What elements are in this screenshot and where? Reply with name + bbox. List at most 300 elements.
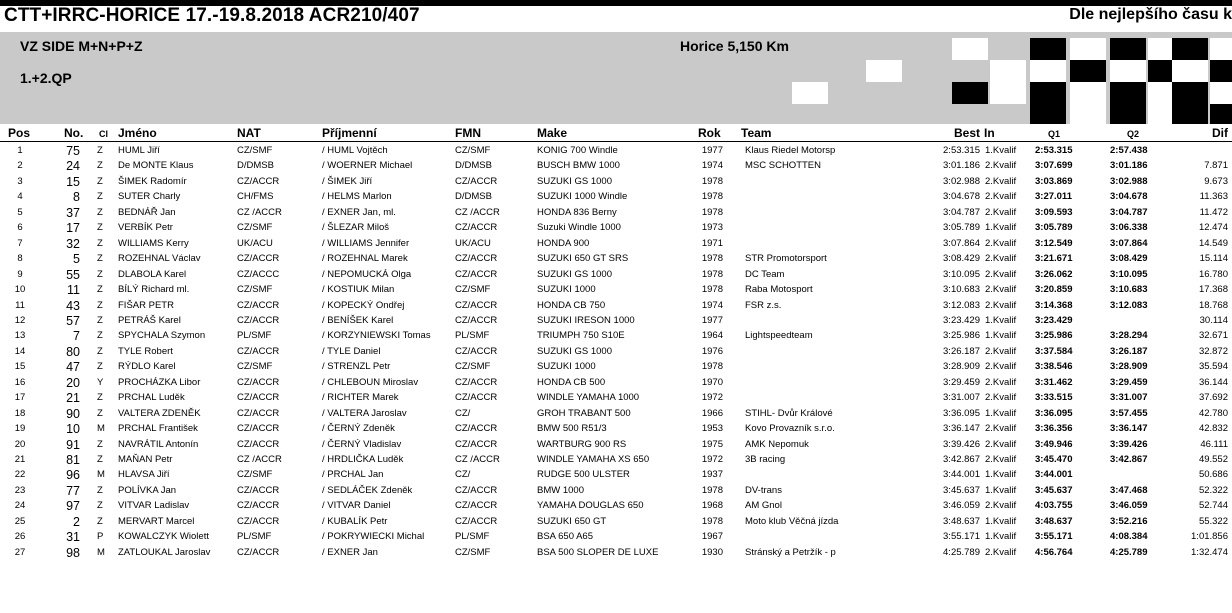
table-row [0, 422, 1232, 437]
cell-q1: 2:53.315 [1035, 145, 1073, 156]
session-name: 1.+2.QP [20, 70, 72, 86]
cell-make: SUZUKI GS 1000 [537, 175, 612, 187]
table-row [0, 438, 1232, 453]
flag-square [952, 82, 988, 104]
cell-rok: 1978 [701, 284, 723, 296]
cell-q1: 3:36.095 [1035, 407, 1073, 419]
cell-prijmeni: / EXNER Jan [322, 546, 378, 558]
flag-square [1110, 38, 1146, 60]
cell-best: 3:45.637 [943, 484, 980, 496]
cell-rok: 1973 [701, 222, 723, 234]
table-row [0, 546, 1232, 561]
col-no: No. [64, 126, 84, 140]
cell-nat: CZ/ACCR [237, 546, 280, 558]
cell-best: 3:12.083 [943, 299, 980, 311]
cell-dif: 32.671 [1198, 330, 1228, 342]
cell-best: 3:55.171 [943, 531, 980, 543]
cell-dif: 42.780 [1198, 407, 1228, 419]
cell-dif: 12.474 [1198, 222, 1228, 234]
cell-jmeno: MAŇAN Petr [118, 454, 173, 465]
cell-pos: 9 [17, 268, 23, 280]
cell-nat: CZ/ACCR [237, 438, 280, 450]
cell-best: 3:05.789 [943, 222, 980, 234]
flag-square [1030, 82, 1066, 104]
cell-fmn: CZ/SMF [455, 145, 491, 156]
cell-in: 2.Kvalif [985, 237, 1017, 249]
event-title: CTT+IRRC-HORICE 17.-19.8.2018 ACR210/407 [4, 5, 420, 26]
cell-make: RUDGE 500 ULSTER [537, 469, 630, 481]
col-cl: Cl [99, 129, 108, 139]
cell-make: SUZUKI GS 1000 [537, 268, 612, 280]
table-row [0, 329, 1232, 344]
cell-best: 3:36.147 [943, 423, 980, 435]
cell-no: 98 [66, 545, 80, 560]
cell-q1: 3:45.470 [1035, 454, 1073, 465]
table-row [0, 407, 1232, 422]
cell-team: Stránský a Petržík - p [745, 546, 836, 558]
cell-prijmeni: / CHLEBOUN Miroslav [322, 376, 419, 388]
cell-team: DV-trans [745, 484, 782, 496]
cell-fmn: CZ/ACCR [455, 253, 498, 265]
col-in: In [984, 126, 995, 140]
cell-q1: 3:03.869 [1035, 175, 1073, 187]
cell-nat: PL/SMF [237, 330, 272, 342]
cell-q1: 3:44.001 [1035, 469, 1073, 481]
table-row [0, 376, 1232, 391]
flag-square [1030, 38, 1066, 60]
cell-prijmeni: / VALTERA Jaroslav [322, 407, 407, 419]
cell-dif: 49.552 [1198, 454, 1228, 465]
cell-best: 3:28.909 [943, 361, 980, 373]
flag-square [1110, 82, 1146, 104]
cell-prijmeni: / VITVAR Daniel [322, 500, 391, 512]
cell-no: 15 [66, 174, 80, 189]
cell-jmeno: VITVAR Ladislav [118, 500, 190, 512]
cell-dif: 11.472 [1199, 206, 1228, 218]
cell-q1: 3:14.368 [1035, 299, 1073, 311]
cell-make: SUZUKI 1000 [537, 361, 596, 373]
cell-prijmeni: / TYLE Daniel [322, 345, 381, 357]
cell-q1: 3:26.062 [1035, 268, 1073, 280]
cell-cl: Z [97, 454, 103, 465]
cell-q2: 3:31.007 [1110, 392, 1148, 404]
cell-prijmeni: / SEDLÁČEK Zdeněk [322, 484, 413, 496]
cell-make: SUZUKI GS 1000 [537, 345, 612, 357]
table-row [0, 159, 1232, 174]
cell-in: 1.Kvalif [985, 484, 1017, 496]
cell-dif: 46.111 [1200, 438, 1228, 450]
cell-q2: 3:47.468 [1110, 484, 1148, 496]
cell-rok: 1978 [701, 268, 723, 280]
cell-make: WINDLE YAMAHA 1000 [537, 392, 640, 404]
cell-make: SUZUKI 650 GT SRS [537, 253, 629, 265]
cell-q1: 3:07.699 [1035, 160, 1073, 172]
cell-in: 1.Kvalif [985, 407, 1017, 419]
cell-make: SUZUKI 650 GT [537, 515, 607, 527]
cell-q2: 3:07.864 [1110, 237, 1148, 249]
cell-cl: Z [97, 268, 103, 280]
cell-pos: 25 [14, 515, 26, 527]
cell-cl: Z [97, 175, 103, 187]
cell-jmeno: RÝDLO Karel [118, 361, 176, 373]
cell-dif: 55.322 [1198, 515, 1228, 527]
table-row [0, 190, 1232, 205]
cell-team: Kovo Provazník s.r.o. [745, 423, 835, 435]
cell-rok: 1971 [701, 237, 723, 249]
cell-q1: 3:12.549 [1035, 237, 1073, 249]
cell-cl: Z [97, 484, 103, 496]
cell-dif: 36.144 [1198, 376, 1228, 388]
cell-no: 37 [66, 205, 80, 220]
cell-cl: Z [97, 284, 103, 296]
cell-nat: CZ/SMF [237, 222, 273, 234]
cell-no: 55 [66, 267, 80, 282]
cell-prijmeni: / KOSTIUK Milan [322, 284, 395, 296]
cell-dif: 35.594 [1198, 361, 1228, 373]
cell-no: 2 [73, 514, 80, 529]
cell-team: Lightspeedteam [745, 330, 813, 342]
cell-cl: Z [97, 253, 103, 265]
table-row [0, 360, 1232, 375]
cell-q2: 3:01.186 [1110, 160, 1148, 172]
cell-rok: 1975 [701, 438, 723, 450]
flag-square [1030, 60, 1066, 82]
cell-team: Raba Motosport [745, 284, 813, 296]
flag-square [1110, 104, 1146, 124]
cell-rok: 1978 [701, 361, 723, 373]
cell-prijmeni: / NEPOMUCKÁ Olga [322, 268, 412, 280]
cell-best: 3:48.637 [943, 515, 980, 527]
cell-rok: 1978 [701, 484, 723, 496]
cell-dif: 16.780 [1198, 268, 1228, 280]
cell-cl: P [97, 531, 104, 543]
cell-cl: Z [97, 500, 103, 512]
cell-in: 2.Kvalif [985, 423, 1017, 435]
cell-nat: CZ/SMF [237, 361, 273, 373]
cell-prijmeni: / EXNER Jan, ml. [322, 206, 396, 218]
cell-dif: 9.673 [1204, 175, 1228, 187]
cell-cl: Z [97, 392, 103, 404]
cell-fmn: CZ/ [455, 407, 471, 419]
cell-dif: 1:01.856 [1191, 531, 1228, 543]
cell-best: 3:08.429 [943, 253, 980, 265]
cell-fmn: CZ/SMF [455, 546, 491, 558]
cell-cl: Z [97, 314, 103, 326]
sort-note: Dle nejlepšího času k [1069, 6, 1232, 23]
cell-cl: Z [97, 407, 103, 419]
cell-cl: Z [97, 345, 103, 357]
flag-square [1070, 38, 1106, 60]
table-row [0, 453, 1232, 468]
cell-jmeno: BEDNÁŘ Jan [118, 206, 176, 218]
cell-q2: 3:04.678 [1110, 191, 1148, 203]
flag-square [1172, 60, 1208, 82]
cell-q1: 4:56.764 [1035, 546, 1073, 558]
cell-no: 77 [66, 483, 80, 498]
flag-square [1070, 104, 1106, 124]
cell-make: BSA 500 SLOPER DE LUXE [537, 546, 659, 558]
cell-prijmeni: / POKRYWIECKI Michal [322, 531, 425, 543]
session-band [0, 32, 1232, 124]
table-row [0, 206, 1232, 221]
cell-fmn: CZ/ACCR [455, 392, 498, 404]
cell-q2: 3:52.216 [1110, 515, 1148, 527]
cell-q2: 3:28.909 [1110, 361, 1148, 373]
cell-best: 3:02.988 [943, 175, 980, 187]
cell-q2: 3:26.187 [1110, 345, 1148, 357]
cell-no: 10 [66, 422, 80, 437]
cell-jmeno: HUML Jiří [118, 145, 160, 156]
cell-pos: 16 [14, 376, 26, 388]
table-row [0, 345, 1232, 360]
cell-fmn: CZ/SMF [455, 284, 491, 296]
cell-q1: 3:20.859 [1035, 284, 1073, 296]
cell-q1: 3:21.671 [1035, 253, 1073, 265]
col-rok: Rok [698, 126, 721, 140]
cell-nat: PL/SMF [237, 531, 272, 543]
cell-nat: CZ/ACCR [237, 175, 280, 187]
cell-best: 4:25.789 [943, 546, 980, 558]
cell-dif: 7.871 [1204, 160, 1228, 172]
flag-square [866, 60, 902, 82]
cell-make: HONDA 900 [537, 237, 590, 249]
cell-fmn: CZ/ [455, 469, 471, 481]
cell-dif: 52.322 [1198, 484, 1228, 496]
cell-best: 3:46.059 [943, 500, 980, 512]
cell-nat: CZ/ACCR [237, 407, 280, 419]
cell-no: 11 [67, 283, 80, 298]
cell-jmeno: VALTERA ZDENĚK [118, 407, 201, 419]
cell-best: 3:07.864 [943, 237, 980, 249]
cell-dif: 50.686 [1198, 469, 1228, 481]
cell-no: 57 [66, 313, 80, 328]
cell-in: 1.Kvalif [985, 330, 1017, 342]
cell-no: 81 [66, 453, 80, 467]
cell-fmn: CZ/ACCR [455, 484, 498, 496]
flag-square [1172, 104, 1208, 124]
cell-jmeno: SUTER Charly [118, 191, 181, 203]
cell-q1: 3:48.637 [1035, 515, 1073, 527]
cell-nat: CZ/ACCR [237, 515, 280, 527]
cell-jmeno: NAVRÁTIL Antonín [118, 438, 199, 450]
cell-in: 2.Kvalif [985, 191, 1017, 203]
cell-team: FSR z.s. [745, 299, 782, 311]
cell-prijmeni: / RICHTER Marek [322, 392, 399, 404]
cell-fmn: CZ/ACCR [455, 515, 498, 527]
cell-make: HONDA 836 Berny [537, 206, 617, 218]
cell-prijmeni: / WOERNER Michael [322, 160, 413, 172]
cell-fmn: PL/SMF [455, 531, 490, 543]
cell-best: 3:04.678 [943, 191, 980, 203]
cell-dif: 42.832 [1198, 423, 1228, 435]
cell-pos: 27 [14, 546, 26, 558]
cell-no: 97 [66, 499, 80, 514]
cell-rok: 1964 [701, 330, 723, 342]
cell-prijmeni: / ŠLEZAR Miloš [322, 222, 390, 234]
cell-in: 1.Kvalif [985, 222, 1017, 234]
cell-make: BUSCH BMW 1000 [537, 160, 620, 172]
cell-cl: Z [97, 222, 103, 234]
table-row [0, 530, 1232, 545]
cell-make: SUZUKI 1000 Windle [537, 191, 628, 203]
cell-q2: 3:28.294 [1110, 330, 1148, 342]
cell-q2: 3:08.429 [1110, 253, 1148, 265]
cell-rok: 1976 [701, 345, 723, 357]
cell-fmn: CZ/ACCR [455, 376, 498, 388]
cell-fmn: D/DMSB [455, 160, 492, 172]
cell-rok: 1972 [701, 454, 723, 465]
cell-jmeno: PROCHÁZKA Libor [118, 376, 201, 388]
cell-prijmeni: / HUML Vojtěch [322, 145, 388, 156]
cell-no: 32 [66, 236, 80, 251]
cell-in: 2.Kvalif [985, 268, 1017, 280]
cell-rok: 1978 [701, 515, 723, 527]
cell-no: 8 [73, 190, 80, 205]
cell-fmn: CZ/ACCR [455, 438, 498, 450]
cell-fmn: UK/ACU [455, 237, 491, 249]
table-row [0, 299, 1232, 314]
flag-square [1110, 60, 1146, 82]
cell-q1: 3:36.356 [1035, 423, 1073, 435]
flag-square [952, 38, 988, 60]
cell-no: 75 [66, 144, 80, 158]
cell-cl: Z [97, 438, 103, 450]
cell-cl: M [97, 423, 105, 435]
cell-q1: 3:25.986 [1035, 330, 1073, 342]
cell-in: 1.Kvalif [985, 314, 1017, 326]
col-q1: Q1 [1048, 129, 1061, 139]
cell-team: Klaus Riedel Motorsp [745, 145, 836, 156]
cell-team: DC Team [745, 268, 785, 280]
cell-in: 2.Kvalif [985, 392, 1017, 404]
cell-q1: 4:03.755 [1035, 500, 1073, 512]
cell-prijmeni: / ČERNÝ Vladislav [322, 438, 402, 450]
cell-dif: 18.768 [1198, 299, 1228, 311]
cell-make: KONIG 700 Windle [537, 145, 618, 156]
cell-q2: 2:57.438 [1110, 145, 1148, 156]
cell-cl: Z [97, 145, 103, 156]
col-make: Make [537, 126, 568, 140]
cell-team: STIHL- Dvůr Králové [745, 407, 833, 419]
cell-pos: 11 [15, 299, 25, 311]
cell-pos: 13 [14, 330, 26, 342]
cell-q2: 3:36.147 [1110, 423, 1148, 435]
cell-jmeno: BÍLÝ Richard ml. [118, 284, 190, 296]
cell-jmeno: POLÍVKA Jan [118, 484, 177, 496]
cell-q2: 4:08.384 [1110, 531, 1148, 543]
cell-prijmeni: / KUBALÍK Petr [322, 515, 388, 527]
cell-best: 3:10.683 [943, 284, 980, 296]
flag-square [1210, 104, 1232, 124]
cell-prijmeni: / BENÍŠEK Karel [322, 314, 394, 326]
cell-no: 21 [66, 391, 80, 406]
cell-dif: 1:32.474 [1191, 546, 1228, 558]
cell-nat: UK/ACU [237, 237, 273, 249]
cell-no: 91 [66, 437, 80, 452]
cell-fmn: CZ/ACCR [455, 423, 498, 435]
table-row [0, 391, 1232, 406]
cell-q2: 3:39.426 [1110, 438, 1148, 450]
cell-rok: 1930 [701, 546, 723, 558]
cell-jmeno: HLAVSA Jiří [118, 469, 170, 481]
cell-pos: 5 [17, 206, 23, 218]
cell-q1: 3:37.584 [1035, 345, 1073, 357]
cell-prijmeni: / HRDLIČKA Luděk [322, 454, 404, 465]
cell-fmn: CZ/ACCR [455, 500, 498, 512]
cell-jmeno: KOWALCZYK Wiolett [118, 531, 209, 543]
cell-prijmeni: / HELMS Marlon [322, 191, 392, 203]
cell-cl: Z [97, 330, 103, 342]
cell-pos: 10 [14, 284, 26, 296]
cell-fmn: CZ/ACCR [455, 314, 498, 326]
cell-no: 31 [66, 530, 80, 545]
flag-square [1030, 104, 1066, 124]
cell-no: 7 [73, 329, 80, 344]
cell-pos: 4 [17, 191, 23, 203]
cell-jmeno: PETRÁŠ Karel [118, 314, 181, 326]
cell-make: YAMAHA DOUGLAS 650 [537, 500, 644, 512]
cell-best: 3:44.001 [943, 469, 980, 481]
cell-make: WINDLE YAMAHA XS 650 [537, 454, 650, 465]
cell-jmeno: ŠIMEK Radomír [118, 175, 187, 187]
cell-jmeno: MERVART Marcel [118, 515, 195, 527]
cell-q2: 3:10.683 [1110, 284, 1148, 296]
table-row [0, 499, 1232, 514]
cell-best: 3:31.007 [943, 392, 980, 404]
cell-q1: 3:05.789 [1035, 222, 1073, 234]
cell-pos: 22 [14, 469, 26, 481]
cell-prijmeni: / STRENZL Petr [322, 361, 391, 373]
cell-rok: 1937 [701, 469, 723, 481]
cell-cl: Z [97, 237, 103, 249]
cell-q2: 3:46.059 [1110, 500, 1148, 512]
cell-nat: CZ/ACCR [237, 253, 280, 265]
cell-nat: CH/FMS [237, 191, 274, 203]
cell-prijmeni: / ŠIMEK Jiří [322, 175, 373, 187]
cell-in: 2.Kvalif [985, 376, 1017, 388]
cell-fmn: CZ/ACCR [455, 299, 498, 311]
cell-dif: 15.114 [1199, 253, 1228, 265]
cell-make: Suzuki Windle 1000 [537, 222, 621, 234]
cell-no: 17 [66, 221, 80, 236]
cell-in: 2.Kvalif [985, 438, 1017, 450]
cell-best: 3:04.787 [943, 206, 980, 218]
cell-team: MSC SCHOTTEN [745, 160, 821, 172]
cell-in: 2.Kvalif [985, 160, 1017, 172]
cell-in: 1.Kvalif [985, 469, 1017, 481]
cell-in: 2.Kvalif [985, 345, 1017, 357]
cell-best: 3:29.459 [943, 376, 980, 388]
col-nat: NAT [237, 126, 261, 140]
flag-square [1172, 82, 1208, 104]
cell-no: 47 [66, 360, 80, 375]
cell-cl: M [97, 469, 105, 481]
cell-team: STR Promotorsport [745, 253, 827, 265]
cell-fmn: D/DMSB [455, 191, 492, 203]
flag-square [1172, 38, 1208, 60]
cell-best: 3:39.426 [943, 438, 980, 450]
cell-q2: 3:57.455 [1110, 407, 1148, 419]
cell-q1: 3:45.637 [1035, 484, 1073, 496]
cell-pos: 2 [17, 160, 23, 172]
cell-nat: CZ/SMF [237, 145, 273, 156]
cell-dif: 37.692 [1198, 392, 1228, 404]
cell-nat: CZ /ACCR [237, 206, 282, 218]
cell-rok: 1978 [701, 191, 723, 203]
table-row [0, 515, 1232, 530]
cell-no: 43 [66, 298, 80, 313]
cell-cl: Z [97, 515, 103, 527]
